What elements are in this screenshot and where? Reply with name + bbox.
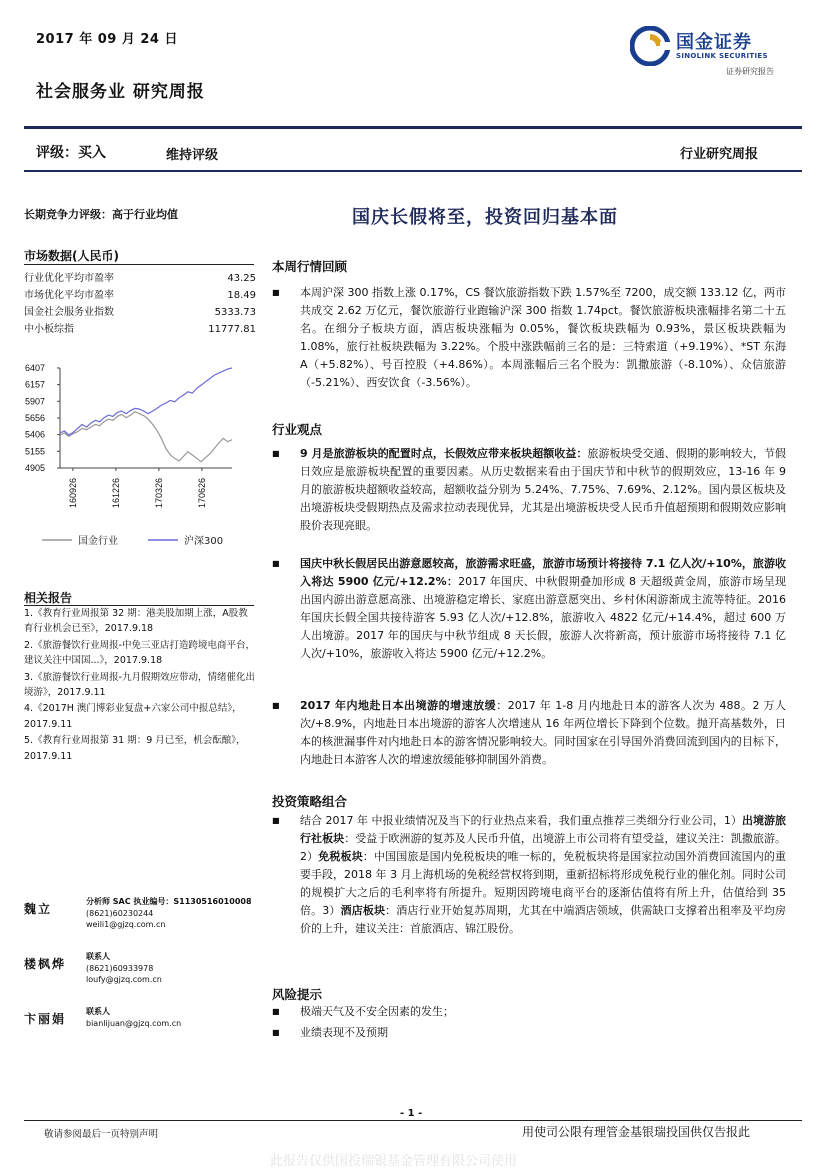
- related-report-link[interactable]: 1.《教育行业周报第 32 期：港美股加期上涨，A股教育行业机会已至》，2017.9.18: [24, 608, 248, 635]
- market-data-table: [24, 270, 256, 338]
- market-value: 18.49: [227, 290, 256, 301]
- series-line-hs300: [60, 368, 232, 435]
- rating-divider: [24, 170, 802, 172]
- x-tick-label: 160926: [67, 477, 78, 508]
- view2-bold: 国庆中秋长假居民出游意愿较高，旅游需求旺盛，旅游市场预计将接待 7.1 亿人次/+10%，旅游收入将达 5900 亿元/+12.2%：: [300, 557, 786, 588]
- analyst-name: 卞丽娟: [24, 1012, 67, 1026]
- footer-disclaimer: 敬请参阅最后一页特别声明: [44, 1129, 159, 1140]
- market-label: 行业优化平均市盈率: [24, 273, 114, 284]
- strategy-text: ：受益于欧洲游的复苏及人民币升值，出境游上市公司将有望受益，建议关注：凯撒旅游。2）: [300, 832, 786, 863]
- analyst-name: 楼枫烨: [24, 957, 67, 971]
- market-row: [24, 270, 256, 287]
- related-report-link[interactable]: 4.《2017H 澳门博彩业复盘+六家公司中报总结》，2017.9.11: [24, 703, 242, 730]
- strategy-heading: 投资策略组合: [272, 794, 348, 809]
- watermark-text: 此报告仅供国投瑞银基金管理有限公司使用: [270, 1154, 518, 1169]
- market-label: 国金社会服务业指数: [24, 307, 114, 318]
- bullet-icon: ■: [272, 701, 280, 710]
- view1-text: 旅游板块受交通、假期的影响较大，节假日效应是旅游板块配置的重要因素。从历史数据来看由于国庆节和中秋节的假期效应，13-16 年 9 月的旅游板块超额收益较高，超额收益分别为 5.24%、7.75%、7.69%、2.12%。国内景区板块及出境游板块受假期热点及需求拉动表现优异，尤其是出境游板块受人民币升值超预期和假期效应影响股价表现亮眼。: [300, 447, 787, 532]
- view1-bold: 9 月是旅游板块的配置时点，长假效应带来板块超额收益：: [300, 447, 588, 460]
- header-divider: [24, 126, 802, 129]
- bullet-icon: ■: [272, 816, 280, 825]
- analyst-phone: (8621)60230244: [86, 908, 154, 918]
- market-value: 11777.81: [208, 324, 256, 335]
- analyst-email[interactable]: bianlijuan@gjzq.com.cn: [86, 1018, 182, 1028]
- y-tick-label: 5155: [25, 446, 46, 457]
- view2-text: 2017 年国庆、中秋假期叠加形成 8 天超级黄金周，旅游市场呈现出国内游出游意愿高涨、出境游稳定增长、家庭出游意愿突出、乡村休闲游渐成主流等特征。2016 年国庆长假全国共接待游客 5.93 亿人次/+12.8%，旅游收入 4822 亿元/+14.4%，超过 600 万人出境游。2017 年的国庆与中秋节组成 8 天长假，旅游人次将新高，预计旅游市场将接待 7.1 亿人次/+10%，旅游收入将达 5900 亿元/+12.2%。: [300, 575, 787, 660]
- strategy-bold: 出境游旅行社板块: [300, 814, 787, 845]
- bullet-icon: ■: [272, 288, 280, 297]
- y-tick-label: 6407: [25, 363, 46, 373]
- market-value: 5333.73: [214, 307, 256, 318]
- market-data-divider: [24, 264, 254, 265]
- competitive-rating: 长期竞争力评级：高于行业均值: [24, 208, 178, 221]
- strategy-bold: 酒店板块: [340, 904, 386, 917]
- related-reports-list: [24, 606, 256, 765]
- market-data-heading: 市场数据(人民币): [24, 249, 119, 263]
- view-paragraph-3: [300, 697, 786, 769]
- y-tick-label: 5656: [25, 413, 46, 423]
- x-tick-label: 170626: [196, 477, 207, 508]
- analyst-phone: (8621)60933978: [86, 963, 154, 973]
- logo-name: 国金证券: [676, 32, 752, 53]
- rating-action: 维持评级: [166, 148, 219, 163]
- related-reports-heading: 相关报告: [24, 591, 73, 605]
- weekly-review-text: 本周沪深 300 指数上涨 0.17%，CS 餐饮旅游指数下跌 1.57%至 7200，成交额 133.12 亿，两市共成交 2.62 万亿元，餐饮旅游行业跑输沪深 300 指数 1.74pct。餐饮旅游板块涨幅排名第二十五名。在细分子板块方面，酒店板块涨幅为 0.05%，餐饮板块跌幅为 0.93%，景区板块跌幅为 1.08%，旅行社板块跌幅为 3.22%。个股中涨跌幅前三名的是：三特索道（+9.19%）、*ST 东海 A（+5.82%）、号百控股（+4.86%）。本周涨幅后三名个股为：凯撒旅游（-8.10%）、众信旅游（-5.21%）、西安饮食（-3.56%）。: [300, 286, 787, 389]
- series-line-industry: [60, 412, 232, 462]
- analyst-role: 分析师 SAC 执业编号：S1130516010008: [86, 897, 252, 906]
- analyst-card: [24, 1006, 264, 1061]
- y-tick-label: 5907: [25, 396, 46, 407]
- bullet-icon: ■: [272, 449, 280, 458]
- view3-bold: 2017 年内地赴日本出境游的增速放缓: [300, 699, 497, 712]
- analyst-role: 联系人: [86, 952, 110, 961]
- y-tick-label: 6157: [25, 379, 46, 390]
- related-report-link[interactable]: 5.《教育行业周报第 31 期：9 月已至，机会酝酿》，2017.9.11: [24, 735, 246, 762]
- bullet-icon: ■: [272, 559, 280, 568]
- view-paragraph-2: [300, 555, 786, 663]
- related-report-link[interactable]: 2.《旅游餐饮行业周报-中免三亚店打造跨境电商平台，建议关注中国国...》，2017.9.18: [24, 639, 255, 667]
- analyst-email[interactable]: weili1@gjzq.com.cn: [86, 920, 166, 929]
- market-row: [24, 287, 256, 304]
- report-type: 行业研究周报: [680, 147, 759, 162]
- report-date: 2017 年 09 月 24 日: [36, 32, 178, 47]
- x-tick-label: 161226: [110, 477, 121, 508]
- analyst-card: [24, 951, 264, 1006]
- logo-subtitle: 证券研究报告: [726, 67, 774, 76]
- strategy-bold: 免税板块: [318, 850, 363, 863]
- strategy-paragraph: [300, 812, 786, 938]
- bullet-icon: ■: [272, 1007, 280, 1016]
- view-paragraph-1: [300, 445, 786, 535]
- market-row: [24, 304, 256, 321]
- page-number: - 1 -: [400, 1108, 423, 1119]
- analyst-name: 魏立: [24, 902, 53, 916]
- analyst-list: [24, 896, 264, 1061]
- analyst-role: 联系人: [86, 1007, 110, 1016]
- legend-label: 沪深300: [184, 536, 224, 547]
- logo-english-name: SINOLINK SECURITIES: [676, 52, 768, 60]
- view3-text: ：2017 年 1-8 月内地赴日本的游客人次为 488。2 万人次/+8.9%，内地赴日本出境游的游客人次增速从 16 年两位增长下降到个位数。抛开高基数外，日本的核泄漏事件对内地赴日本的游客情况影响较大。同时国家在引导国外消费回流到国内的目标下，内地赴日本游客人次的增速放缓能够抑制国外消费。: [300, 699, 787, 766]
- market-value: 43.25: [227, 273, 256, 284]
- strategy-text: ：酒店行业开始复苏周期，尤其在中端酒店领域，供需缺口支撑着出租率及平均房价的上升，建议关注：首旅酒店、锦江股份。: [300, 904, 787, 935]
- index-line-chart: [22, 358, 260, 558]
- bullet-icon: ■: [272, 1028, 280, 1037]
- y-tick-label: 4905: [25, 463, 46, 473]
- main-title: 国庆长假将至，投资回归基本面: [352, 207, 618, 228]
- risk-heading: 风险提示: [272, 987, 323, 1002]
- footer-divider: [24, 1120, 802, 1121]
- related-report-link[interactable]: 3.《旅游餐饮行业周报-九月假期效应带动，情绪催化出境游》，2017.9.11: [24, 671, 255, 699]
- risk-item: 业绩表现不及预期: [300, 1026, 388, 1039]
- analyst-card: [24, 896, 264, 951]
- report-title: 社会服务业 研究周报: [36, 82, 205, 102]
- analyst-email[interactable]: loufy@gjzq.com.cn: [86, 975, 162, 984]
- strategy-text: ：中国国旅是国内免税板块的唯一标的，免税板块将是国家拉动国外消费回流国内的重要手段，2018 年 3 月上海机场的免税经营权将到期，重新招标将形成免税行业的催化剂。同时公司的规模扩大之后的毛利率将有所提升。短期因跨境电商平台的逐渐估值将有所上升，估值给到 35 倍。3）: [300, 850, 787, 917]
- industry-views-heading: 行业观点: [272, 422, 323, 437]
- market-label: 中小板综指: [24, 324, 74, 335]
- risk-item: 极端天气及不安全因素的发生；: [300, 1005, 454, 1018]
- rating-label: 评级：买入: [36, 145, 106, 161]
- weekly-review-heading: 本周行情回顾: [272, 259, 348, 274]
- market-row: [24, 321, 256, 338]
- x-tick-label: 170326: [153, 477, 164, 508]
- market-label: 市场优化平均市盈率: [24, 290, 114, 301]
- sinolink-logo-icon: [630, 26, 670, 66]
- footer-notice: 用使司公限有理管金基银瑞投国供仅告报此: [522, 1125, 751, 1139]
- legend-label: 国金行业: [78, 536, 118, 547]
- y-tick-label: 5406: [25, 429, 46, 440]
- strategy-text: 结合 2017 年 中报业绩情况及当下的行业热点来看，我们重点推荐三类细分行业公司，1）: [300, 814, 742, 827]
